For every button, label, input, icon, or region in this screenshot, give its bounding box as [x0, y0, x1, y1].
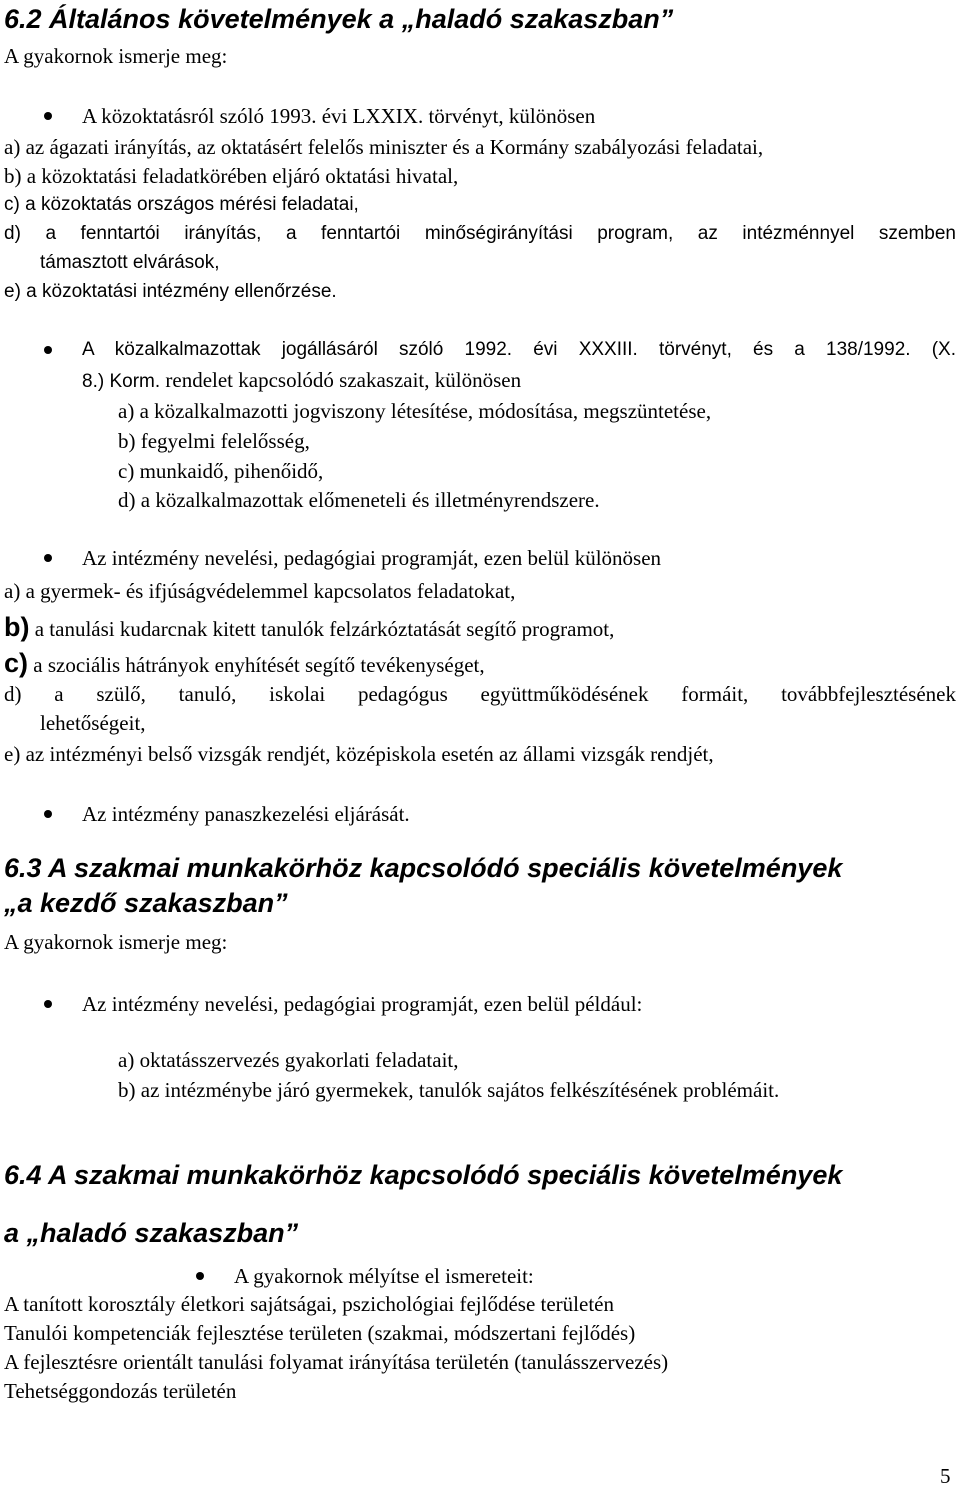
list-item: lehetőségeit,	[40, 711, 146, 735]
item-text: a szociális hátrányok enyhítését segítő tevékenységet,	[33, 653, 485, 677]
list-item: c) munkaidő, pihenőidő,	[118, 459, 324, 483]
list-item: Az intézmény panaszkezelési eljárását.	[82, 802, 410, 826]
bullet-icon	[44, 112, 52, 120]
item-text: a tanulási kudarcnak kitett tanulók felzárkóztatását segítő programot,	[34, 617, 615, 641]
list-item: d) a szülő, tanuló, iskolai pedagógus együttműködésének formáit, továbbfejlesztésének	[4, 682, 956, 706]
section-6-2-heading: 6.2 Általános követelmények a „haladó szakaszban”	[4, 4, 674, 34]
list-item: a) a gyermek- és ifjúságvédelemmel kapcsolatos feladatokat,	[4, 579, 516, 603]
inline-text: 8.) Korm.	[82, 371, 161, 392]
list-item: Az intézmény nevelési, pedagógiai programját, ezen belül például:	[82, 992, 643, 1016]
list-item: e) a közoktatási intézmény ellenőrzése.	[4, 281, 337, 302]
list-item: e) az intézményi belső vizsgák rendjét, középiskola esetén az állami vizsgák rendjét,	[4, 742, 714, 766]
text-line: Tehetséggondozás területén	[4, 1379, 237, 1403]
item-letter: b)	[4, 612, 30, 642]
list-item: c) a közoktatás országos mérési feladatai,	[4, 194, 359, 215]
list-item: d) a közalkalmazottak előmeneteli és illetményrendszere.	[118, 488, 600, 512]
list-item: a) a közalkalmazotti jogviszony létesítése, módosítása, megszüntetése,	[118, 399, 712, 423]
list-item: b) az intézménybe járó gyermekek, tanulók sajátos felkészítésének problémáit.	[118, 1078, 780, 1102]
list-item: Az intézmény nevelési, pedagógiai programját, ezen belül különösen	[82, 546, 662, 570]
section-6-3-heading-line2: „a kezdő szakaszban”	[4, 888, 288, 918]
page-number: 5	[940, 1464, 951, 1488]
text-line: A tanított korosztály életkori sajátságai, pszichológiai fejlődése területén	[4, 1292, 614, 1316]
bullet-icon	[44, 554, 52, 562]
list-item: támasztott elvárások,	[40, 252, 220, 273]
section-6-3-heading: 6.3 A szakmai munkakörhöz kapcsolódó speciális követelmények	[4, 853, 843, 883]
section-6-4-heading-line2: a „haladó szakaszban”	[4, 1218, 299, 1248]
list-item: b) a közoktatási feladatkörében eljáró oktatási hivatal,	[4, 164, 459, 188]
text-line: A fejlesztésre orientált tanulási folyamat irányítása területén (tanulásszervezés)	[4, 1350, 669, 1374]
list-item: A közalkalmazottak jogállásáról szóló 1992. évi XXXIII. törvényt, és a 138/1992. (X.	[82, 339, 956, 360]
list-item: b) fegyelmi felelősség,	[118, 429, 310, 453]
section-6-4-heading: 6.4 A szakmai munkakörhöz kapcsolódó speciális követelmények	[4, 1160, 843, 1190]
item-letter: c)	[4, 648, 29, 678]
list-item: d) a fenntartói irányítás, a fenntartói minőségirányítási program, az intézménnyel szemben	[4, 223, 956, 244]
list-item: a) az ágazati irányítás, az oktatásért felelős miniszter és a Kormány szabályozási feladatai,	[4, 135, 764, 159]
inline-text: rendelet kapcsolódó szakaszait, különösen	[165, 368, 522, 392]
section-6-2-intro: A gyakornok ismerje meg:	[4, 44, 228, 68]
bullet-icon	[44, 1000, 52, 1008]
list-item: A közoktatásról szóló 1993. évi LXXIX. törvényt, különösen	[82, 104, 596, 128]
bullet-icon	[196, 1272, 204, 1280]
bullet-icon	[44, 346, 52, 354]
list-item: A gyakornok mélyítse el ismereteit:	[234, 1264, 534, 1288]
text-line: Tanulói kompetenciák fejlesztése területen (szakmai, módszertani fejlődés)	[4, 1321, 636, 1345]
section-6-3-intro: A gyakornok ismerje meg:	[4, 930, 228, 954]
list-item	[4, 650, 485, 677]
list-item	[82, 370, 521, 391]
list-item: a) oktatásszervezés gyakorlati feladatait,	[118, 1048, 459, 1072]
bullet-icon	[44, 810, 52, 818]
list-item	[4, 614, 614, 641]
